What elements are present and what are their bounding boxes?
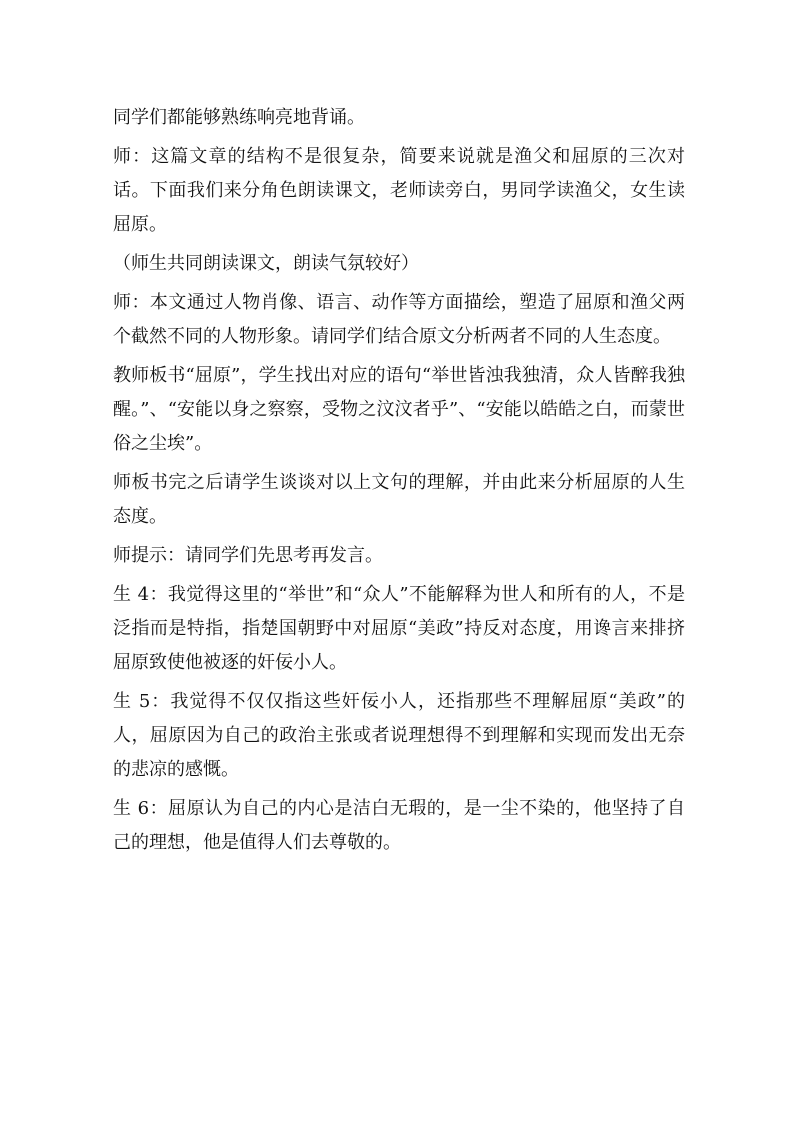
paragraph-recitation: 同学们都能够熟练响亮地背诵。 <box>113 107 365 128</box>
document-body <box>113 101 685 865</box>
paragraph-student-6: 生 6：屈原认为自己的内心是洁白无瑕的，是一尘不染的，他坚持了自己的理想，他是值得人们去尊敬的。 <box>113 798 685 853</box>
paragraph-analysis-task: 师板书完之后请学生谈谈对以上文句的理解，并由此来分析屈原的人生态度。 <box>113 472 685 527</box>
paragraph-reading-note: （师生共同朗读课文，朗读气氛较好） <box>113 253 419 274</box>
paragraph-blackboard-quotes: 教师板书“屈原”，学生找出对应的语句“举世皆浊我独清，众人皆醉我独醒。”、“安能以身之察察，受物之汶汶者乎”、“安能以皓皓之白，而蒙世俗之尘埃”。 <box>113 365 685 454</box>
paragraph-teacher-structure: 师：这篇文章的结构不是很复杂，简要来说就是渔父和屈原的三次对话。下面我们来分角色朗读课文，老师读旁白，男同学读渔父，女生读屈原。 <box>113 146 685 235</box>
paragraph-teacher-question: 师：本文通过人物肖像、语言、动作等方面描绘，塑造了屈原和渔父两个截然不同的人物形象。请同学们结合原文分析两者不同的人生态度。 <box>113 292 685 347</box>
paragraph-student-4: 生 4：我觉得这里的“举世”和“众人”不能解释为世人和所有的人，不是泛指而是特指，指楚国朝野中对屈原“美政”持反对态度，用谗言来排挤屈原致使他被逐的奸佞小人。 <box>113 584 685 673</box>
paragraph-student-5: 生 5：我觉得不仅仅指这些奸佞小人，还指那些不理解屈原“美政”的人，屈原因为自己的政治主张或者说理想得不到理解和实现而发出无奈的悲凉的感慨。 <box>113 691 685 780</box>
paragraph-teacher-hint: 师提示：请同学们先思考再发言。 <box>113 545 383 566</box>
